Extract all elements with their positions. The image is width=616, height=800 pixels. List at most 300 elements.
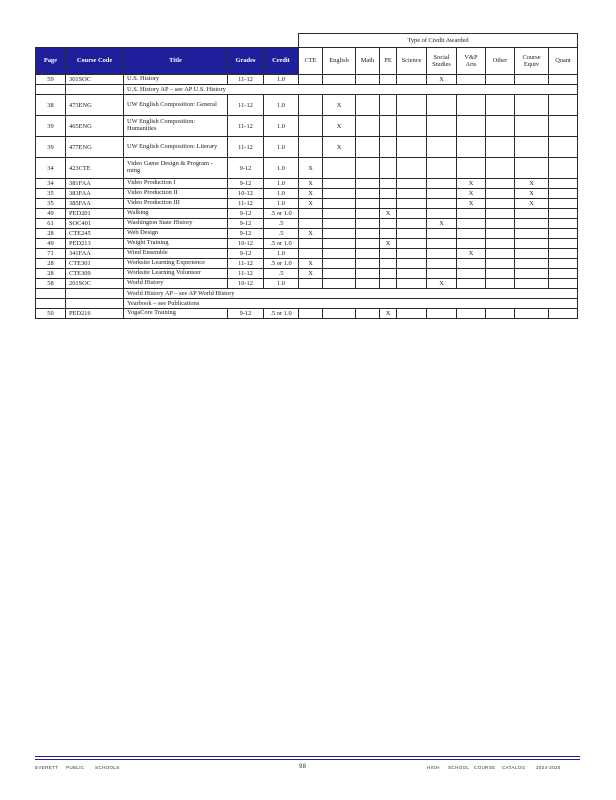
- cell-social-studies: [427, 249, 457, 259]
- footer-district-word: EVERETT: [35, 765, 59, 770]
- course-table: [35, 33, 578, 319]
- cell-title: Washington State History: [124, 219, 228, 229]
- cell-page: 39: [36, 116, 66, 137]
- cell-course-code: [66, 85, 124, 95]
- cell-science: [397, 75, 427, 85]
- cell-pe: [380, 75, 397, 85]
- footer-catalog-word: CATALOG: [502, 765, 526, 770]
- cell-course-equiv: [515, 137, 549, 158]
- cell-pe: [380, 137, 397, 158]
- cell-grades: 10-12: [228, 279, 264, 289]
- cell-vap-arts: [457, 75, 486, 85]
- cell-credit: 1.0: [264, 249, 299, 259]
- cell-grades: 9-12: [228, 309, 264, 319]
- cell-social-studies: [427, 95, 457, 116]
- cell-english: [323, 179, 356, 189]
- cell-social-studies: [427, 158, 457, 179]
- cell-english: [323, 239, 356, 249]
- cell-social-studies: [427, 116, 457, 137]
- table-row: [36, 309, 578, 319]
- cell-course-equiv: [515, 95, 549, 116]
- cell-math: [356, 269, 380, 279]
- cell-credit: .5 or 1.0: [264, 239, 299, 249]
- cell-title: Weight Training: [124, 239, 228, 249]
- cell-course-code: PED213: [66, 239, 124, 249]
- cell-page: 59: [36, 75, 66, 85]
- footer-catalog-word: SCHOOL: [448, 765, 470, 770]
- cell-title: Worksite Learning Volunteer: [124, 269, 228, 279]
- table-row: [36, 209, 578, 219]
- cell-vap-arts: [457, 269, 486, 279]
- cell-title: Video Production I: [124, 179, 228, 189]
- cross-reference-row: [36, 289, 578, 299]
- cell-other: [486, 75, 515, 85]
- cell-science: [397, 309, 427, 319]
- cell-other: [486, 209, 515, 219]
- table-row: [36, 116, 578, 137]
- cell-english: X: [323, 137, 356, 158]
- cell-social-studies: [427, 137, 457, 158]
- cell-grades: 9-12: [228, 179, 264, 189]
- header-grades: Grades: [228, 48, 264, 75]
- cell-pe: [380, 219, 397, 229]
- cell-credit: .5: [264, 219, 299, 229]
- cell-cte: [299, 309, 323, 319]
- cell-grades: 10-12: [228, 239, 264, 249]
- cell-course-equiv: [515, 269, 549, 279]
- cell-other: [486, 189, 515, 199]
- table-row: [36, 75, 578, 85]
- cell-course-code: SOC401: [66, 219, 124, 229]
- cell-other: [486, 239, 515, 249]
- page-footer: [35, 765, 580, 775]
- cell-math: [356, 279, 380, 289]
- cell-cte: [299, 209, 323, 219]
- cell-science: [397, 179, 427, 189]
- cell-other: [486, 219, 515, 229]
- cell-title: Walking: [124, 209, 228, 219]
- cross-reference-row: [36, 299, 578, 309]
- cell-title: World History: [124, 279, 228, 289]
- cell-grades: 9-12: [228, 158, 264, 179]
- cell-pe: [380, 189, 397, 199]
- cell-page: 28: [36, 229, 66, 239]
- cell-page: [36, 299, 66, 309]
- cell-vap-arts: X: [457, 249, 486, 259]
- footer-rule: [35, 756, 580, 757]
- cell-english: X: [323, 95, 356, 116]
- cell-pe: X: [380, 309, 397, 319]
- cross-reference-row: [36, 85, 578, 95]
- cell-social-studies: [427, 269, 457, 279]
- cell-english: [323, 309, 356, 319]
- cell-math: [356, 199, 380, 209]
- cell-cte: X: [299, 158, 323, 179]
- cell-pe: X: [380, 239, 397, 249]
- cell-pe: [380, 199, 397, 209]
- cell-other: [486, 116, 515, 137]
- cell-vap-arts: X: [457, 199, 486, 209]
- cell-course-code: 201SOC: [66, 279, 124, 289]
- cell-social-studies: [427, 179, 457, 189]
- cell-english: X: [323, 116, 356, 137]
- cell-science: [397, 279, 427, 289]
- cell-course-equiv: [515, 279, 549, 289]
- cell-science: [397, 229, 427, 239]
- cell-science: [397, 259, 427, 269]
- cell-math: [356, 309, 380, 319]
- cell-grades: 11-12: [228, 75, 264, 85]
- cell-cte: X: [299, 199, 323, 209]
- cell-math: [356, 158, 380, 179]
- footer-rule: [35, 759, 580, 760]
- cell-title: Web Design: [124, 229, 228, 239]
- header-cte: CTE: [299, 48, 323, 75]
- cross-reference-note: Yearbook – see Publications: [124, 299, 578, 309]
- cell-course-code: [66, 299, 124, 309]
- cell-social-studies: X: [427, 75, 457, 85]
- cell-page: 61: [36, 219, 66, 229]
- cell-other: [486, 229, 515, 239]
- cell-page: 34: [36, 179, 66, 189]
- cell-credit: 1.0: [264, 279, 299, 289]
- cell-title: YogaCore Training: [124, 309, 228, 319]
- cell-cte: [299, 137, 323, 158]
- cell-social-studies: X: [427, 219, 457, 229]
- footer-catalog-word: COURSE: [474, 765, 496, 770]
- cell-page: 34: [36, 158, 66, 179]
- cell-other: [486, 309, 515, 319]
- cell-science: [397, 199, 427, 209]
- cell-pe: X: [380, 209, 397, 219]
- cell-cte: [299, 239, 323, 249]
- cell-science: [397, 116, 427, 137]
- cell-course-equiv: [515, 229, 549, 239]
- cell-credit: .5 or 1.0: [264, 209, 299, 219]
- cell-vap-arts: [457, 239, 486, 249]
- cell-title: Wind Ensemble: [124, 249, 228, 259]
- cell-math: [356, 95, 380, 116]
- cell-page: 28: [36, 259, 66, 269]
- header-page: Page: [36, 48, 66, 75]
- cell-science: [397, 137, 427, 158]
- cell-math: [356, 116, 380, 137]
- cell-quant: [549, 219, 578, 229]
- cell-quant: [549, 179, 578, 189]
- cell-course-equiv: X: [515, 199, 549, 209]
- cell-course-code: 301SOC: [66, 75, 124, 85]
- cell-english: [323, 75, 356, 85]
- cell-math: [356, 209, 380, 219]
- header-course-code: Course Code: [66, 48, 124, 75]
- cell-grades: 9-12: [228, 249, 264, 259]
- cell-science: [397, 239, 427, 249]
- cell-science: [397, 158, 427, 179]
- cell-course-code: PED216: [66, 309, 124, 319]
- table-row: [36, 137, 578, 158]
- cell-social-studies: [427, 209, 457, 219]
- header-math: Math: [356, 48, 380, 75]
- cell-credit: .5 or 1.0: [264, 309, 299, 319]
- cell-math: [356, 189, 380, 199]
- cell-pe: [380, 179, 397, 189]
- cell-vap-arts: [457, 95, 486, 116]
- table-row: [36, 239, 578, 249]
- cell-other: [486, 199, 515, 209]
- cell-math: [356, 229, 380, 239]
- cell-quant: [549, 229, 578, 239]
- footer-catalog-word: HIGH: [427, 765, 440, 770]
- cell-grades: 11-12: [228, 259, 264, 269]
- cell-page: 50: [36, 309, 66, 319]
- cell-page: 58: [36, 279, 66, 289]
- cell-pe: [380, 269, 397, 279]
- table-body: [36, 75, 578, 319]
- footer-year: 2024-2025: [536, 765, 561, 770]
- cell-pe: [380, 249, 397, 259]
- cell-course-code: PED201: [66, 209, 124, 219]
- cell-math: [356, 259, 380, 269]
- cell-quant: [549, 279, 578, 289]
- table-row: [36, 219, 578, 229]
- cell-course-code: 385FAA: [66, 199, 124, 209]
- cell-page: [36, 85, 66, 95]
- cell-cte: [299, 75, 323, 85]
- cell-credit: 1.0: [264, 116, 299, 137]
- cell-credit: 1.0: [264, 95, 299, 116]
- cell-cte: [299, 279, 323, 289]
- cell-course-equiv: [515, 259, 549, 269]
- table-row: [36, 259, 578, 269]
- cell-page: 28: [36, 269, 66, 279]
- cell-cte: X: [299, 229, 323, 239]
- cross-reference-note: World History AP – see AP World History: [124, 289, 578, 299]
- cell-credit: 1.0: [264, 179, 299, 189]
- cell-english: [323, 209, 356, 219]
- cell-vap-arts: [457, 279, 486, 289]
- table-row: [36, 199, 578, 209]
- cell-grades: 9-12: [228, 229, 264, 239]
- header-title: Title: [124, 48, 228, 75]
- cell-social-studies: [427, 309, 457, 319]
- cell-vap-arts: [457, 309, 486, 319]
- footer-page-number: 98: [299, 764, 307, 770]
- cell-course-equiv: [515, 209, 549, 219]
- cell-vap-arts: [457, 158, 486, 179]
- cell-vap-arts: X: [457, 189, 486, 199]
- cell-course-code: [66, 289, 124, 299]
- cell-pe: [380, 158, 397, 179]
- cell-vap-arts: X: [457, 179, 486, 189]
- header-social-studies: Social Studies: [427, 48, 457, 75]
- cell-quant: [549, 269, 578, 279]
- cell-credit: 1.0: [264, 137, 299, 158]
- cell-credit: 1.0: [264, 189, 299, 199]
- cell-english: [323, 189, 356, 199]
- cell-grades: 11-12: [228, 269, 264, 279]
- cell-pe: [380, 259, 397, 269]
- cell-social-studies: [427, 189, 457, 199]
- cell-title: UW English Composition: General: [124, 95, 228, 116]
- cell-math: [356, 137, 380, 158]
- cell-page: 38: [36, 95, 66, 116]
- cell-title: UW English Composition: Literary: [124, 137, 228, 158]
- cell-course-equiv: [515, 309, 549, 319]
- cell-cte: [299, 116, 323, 137]
- cell-course-code: 383FAA: [66, 189, 124, 199]
- cell-english: [323, 279, 356, 289]
- cell-vap-arts: [457, 219, 486, 229]
- cell-math: [356, 179, 380, 189]
- cell-grades: 11-12: [228, 199, 264, 209]
- cell-grades: 10-12: [228, 189, 264, 199]
- footer-district-word: PUBLIC: [66, 765, 85, 770]
- cell-course-equiv: [515, 116, 549, 137]
- table-row: [36, 158, 578, 179]
- cell-other: [486, 158, 515, 179]
- caption-spacer: [36, 34, 299, 48]
- cell-english: [323, 199, 356, 209]
- cell-title: Worksite Learning Experience: [124, 259, 228, 269]
- cell-cte: X: [299, 189, 323, 199]
- table-row: [36, 179, 578, 189]
- cell-credit: .5: [264, 269, 299, 279]
- cell-course-code: CTE245: [66, 229, 124, 239]
- table-row: [36, 95, 578, 116]
- cell-social-studies: [427, 199, 457, 209]
- cell-grades: 9-12: [228, 219, 264, 229]
- cell-page: 49: [36, 239, 66, 249]
- cell-credit: .5 or 1.0: [264, 259, 299, 269]
- cell-quant: [549, 199, 578, 209]
- cell-math: [356, 75, 380, 85]
- cell-pe: [380, 229, 397, 239]
- cell-course-code: 465ENG: [66, 116, 124, 137]
- cell-quant: [549, 95, 578, 116]
- cell-grades: 9-12: [228, 209, 264, 219]
- cell-vap-arts: [457, 116, 486, 137]
- cell-course-code: CTE301: [66, 259, 124, 269]
- cell-other: [486, 249, 515, 259]
- cell-quant: [549, 75, 578, 85]
- cell-science: [397, 95, 427, 116]
- cell-cte: [299, 219, 323, 229]
- cell-credit: 1.0: [264, 158, 299, 179]
- cell-page: [36, 289, 66, 299]
- header-course-equiv: Course Equiv: [515, 48, 549, 75]
- cell-grades: 11-12: [228, 95, 264, 116]
- cross-reference-note: U.S. History AP – see AP U.S. History: [124, 85, 578, 95]
- cell-course-equiv: [515, 239, 549, 249]
- cell-vap-arts: [457, 209, 486, 219]
- table-row: [36, 229, 578, 239]
- header-pe: PE: [380, 48, 397, 75]
- cell-course-code: 473ENG: [66, 95, 124, 116]
- cell-quant: [549, 249, 578, 259]
- cell-title: Video Game Design & Program - ming: [124, 158, 228, 179]
- cell-math: [356, 249, 380, 259]
- cell-cte: [299, 249, 323, 259]
- cell-vap-arts: [457, 137, 486, 158]
- cell-course-code: CTE309: [66, 269, 124, 279]
- header-other: Other: [486, 48, 515, 75]
- cell-course-code: 341FAA: [66, 249, 124, 259]
- cell-title: Video Production III: [124, 199, 228, 209]
- cell-pe: [380, 279, 397, 289]
- cell-page: 35: [36, 199, 66, 209]
- cell-vap-arts: [457, 259, 486, 269]
- group-caption-row: [36, 34, 578, 48]
- header-science: Science: [397, 48, 427, 75]
- cell-course-equiv: [515, 219, 549, 229]
- cell-quant: [549, 116, 578, 137]
- cell-science: [397, 219, 427, 229]
- cell-page: 49: [36, 209, 66, 219]
- header-quant: Quant: [549, 48, 578, 75]
- footer-district-word: SCHOOLS: [95, 765, 120, 770]
- cell-english: [323, 219, 356, 229]
- cell-other: [486, 259, 515, 269]
- cell-credit: 1.0: [264, 199, 299, 209]
- cell-science: [397, 209, 427, 219]
- table-row: [36, 279, 578, 289]
- cell-science: [397, 249, 427, 259]
- cell-course-equiv: [515, 249, 549, 259]
- header-vap-arts: V&P Arts: [457, 48, 486, 75]
- cell-title: UW English Composition: Humanities: [124, 116, 228, 137]
- cell-pe: [380, 95, 397, 116]
- cell-cte: X: [299, 259, 323, 269]
- cell-page: 35: [36, 189, 66, 199]
- cell-social-studies: [427, 229, 457, 239]
- cell-title: Video Production II: [124, 189, 228, 199]
- header-english: English: [323, 48, 356, 75]
- cell-course-code: 381FAA: [66, 179, 124, 189]
- cell-quant: [549, 259, 578, 269]
- cell-course-equiv: [515, 158, 549, 179]
- cell-quant: [549, 158, 578, 179]
- cell-course-code: 423CTE: [66, 158, 124, 179]
- cell-social-studies: X: [427, 279, 457, 289]
- cell-math: [356, 239, 380, 249]
- table-row: [36, 189, 578, 199]
- cell-english: [323, 259, 356, 269]
- cell-quant: [549, 189, 578, 199]
- cell-science: [397, 269, 427, 279]
- cell-social-studies: [427, 259, 457, 269]
- cell-other: [486, 269, 515, 279]
- cell-grades: 11-12: [228, 137, 264, 158]
- credit-type-caption: Type of Credit Awarded: [299, 34, 578, 48]
- cell-quant: [549, 137, 578, 158]
- cell-course-code: 477ENG: [66, 137, 124, 158]
- cell-english: [323, 158, 356, 179]
- cell-title: U.S. History: [124, 75, 228, 85]
- cell-english: [323, 249, 356, 259]
- cell-other: [486, 137, 515, 158]
- cell-other: [486, 95, 515, 116]
- cell-vap-arts: [457, 229, 486, 239]
- cell-science: [397, 189, 427, 199]
- cell-page: 71: [36, 249, 66, 259]
- cell-other: [486, 279, 515, 289]
- cell-page: 39: [36, 137, 66, 158]
- cell-credit: 1.0: [264, 75, 299, 85]
- cell-course-equiv: [515, 75, 549, 85]
- table-row: [36, 249, 578, 259]
- cell-cte: X: [299, 269, 323, 279]
- cell-other: [486, 179, 515, 189]
